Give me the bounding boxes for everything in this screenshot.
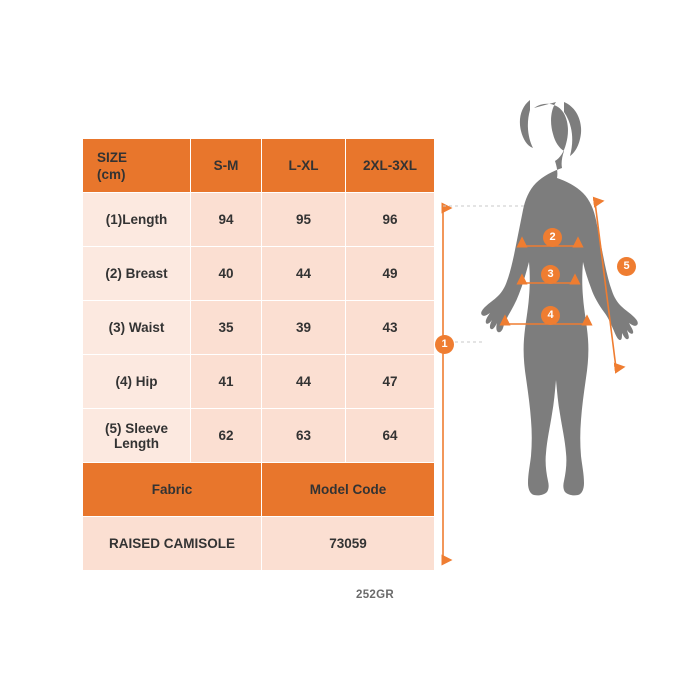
header-size-line2: (cm) xyxy=(97,166,126,182)
cell-hip-sm: 41 xyxy=(191,355,262,409)
cell-length-lxl: 95 xyxy=(262,193,346,247)
badge-3-waist: 3 xyxy=(541,265,560,284)
cell-length-sm: 94 xyxy=(191,193,262,247)
code-note: 252GR xyxy=(356,589,394,601)
badge-5-sleeve: 5 xyxy=(617,257,636,276)
header-size-line1: SIZE xyxy=(97,149,128,165)
table-row xyxy=(83,301,435,355)
header-col-2xl: 2XL-3XL xyxy=(346,139,435,193)
header-col-lxl: L-XL xyxy=(262,139,346,193)
badge-2-breast: 2 xyxy=(543,228,562,247)
header-col-sm: S-M xyxy=(191,139,262,193)
cell-breast-sm: 40 xyxy=(191,247,262,301)
cell-waist-lxl: 39 xyxy=(262,301,346,355)
cell-breast-lxl: 44 xyxy=(262,247,346,301)
cell-waist-2xl: 43 xyxy=(346,301,435,355)
hair-shape xyxy=(520,100,581,156)
table-footer-value-row xyxy=(83,517,435,571)
body-diagram xyxy=(430,80,680,600)
row-label-length: (1)Length xyxy=(83,193,191,247)
value-model-code: 73059 xyxy=(262,517,435,571)
row-label-hip: (4) Hip xyxy=(83,355,191,409)
cell-hip-2xl: 47 xyxy=(346,355,435,409)
female-body-silhouette xyxy=(481,102,638,495)
cell-sleeve-2xl: 64 xyxy=(346,409,435,463)
size-table-container xyxy=(82,138,416,571)
table-row xyxy=(83,193,435,247)
cell-sleeve-sm: 62 xyxy=(191,409,262,463)
row-label-sleeve-length: (5) Sleeve Length xyxy=(83,409,191,463)
table-footer-header-row xyxy=(83,463,435,517)
badge-1-length: 1 xyxy=(435,335,454,354)
table-header-row xyxy=(83,139,435,193)
table-row xyxy=(83,409,435,463)
header-fabric: Fabric xyxy=(83,463,262,517)
value-fabric: RAISED CAMISOLE xyxy=(83,517,262,571)
row-label-breast: (2) Breast xyxy=(83,247,191,301)
badge-4-hip: 4 xyxy=(541,306,560,325)
size-table xyxy=(82,138,435,571)
header-size-label xyxy=(83,139,191,193)
cell-sleeve-lxl: 63 xyxy=(262,409,346,463)
cell-waist-sm: 35 xyxy=(191,301,262,355)
cell-hip-lxl: 44 xyxy=(262,355,346,409)
table-row xyxy=(83,247,435,301)
row-label-waist: (3) Waist xyxy=(83,301,191,355)
cell-length-2xl: 96 xyxy=(346,193,435,247)
header-model-code: Model Code xyxy=(262,463,435,517)
cell-breast-2xl: 49 xyxy=(346,247,435,301)
table-row xyxy=(83,355,435,409)
